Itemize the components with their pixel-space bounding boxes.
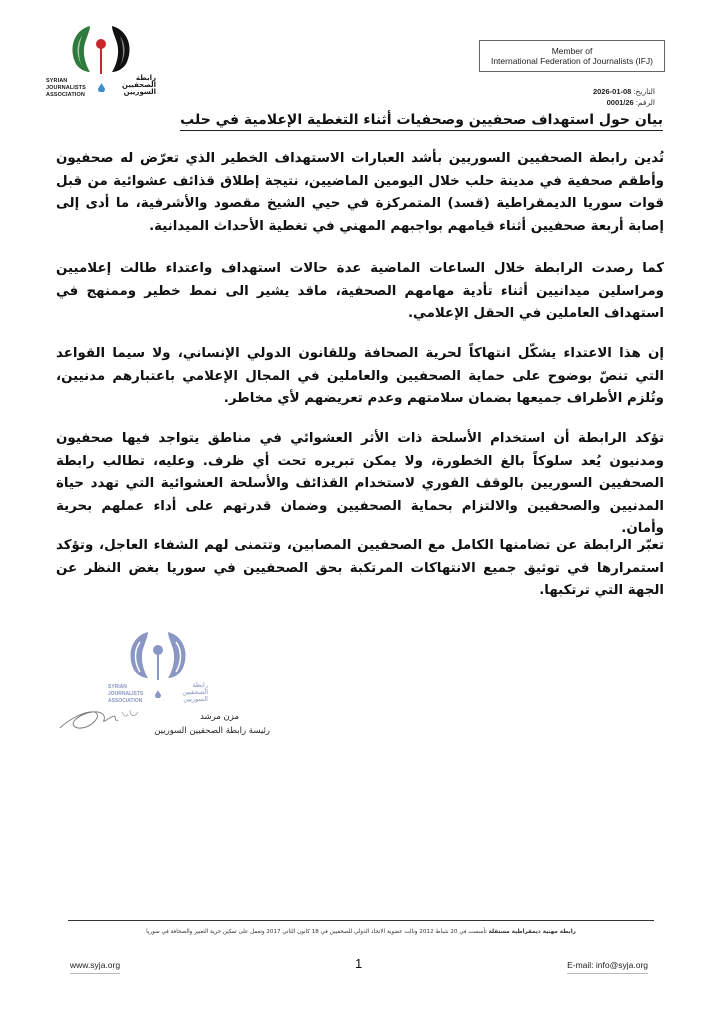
association-stamp <box>108 628 208 708</box>
reference-row <box>593 97 655 108</box>
paragraph-5: تعبّر الرابطة عن تضامنها الكامل مع الصحفيين المصابين، وتتمنى لهم الشفاء العاجل، وتؤكد استمرارها في توثيق جميع الانتهاكات المرتكبة بحق الصحفيين في سوريا بغض النظر عن الجهة التي ترتكبها. <box>56 538 664 598</box>
signatory-name: مزن مرشد <box>200 712 240 722</box>
stamp-quill-wings-icon <box>108 628 208 684</box>
statement-title-text: بيان حول استهداف صحفيين وصحفيات أثناء التغطية الإعلامية في حلب <box>180 112 663 131</box>
paragraph-1: تُدين رابطة الصحفيين السوريين بأشد العبارات الاستهداف الخطير الذي تعرّض له صحفيون وأطقم صحفية في مدينة حلب خلال اليومين الماضيين، نتيجة إطلاق قذائف عشوائية من قبل قوات سوريا الديمقراطية (قسد) المتمركزة في حيي الشيخ مقصود والأشرفية، ما أدى إلى إصابة أربعة صحفيين أثناء قيامهم بواجبهم المهني في تغطية الأحداث الميدانية. <box>56 151 664 234</box>
paragraph-2: كما رصدت الرابطة خلال الساعات الماضية عدة حالات استهداف واعتداء طالت إعلاميين ومراسلين ميدانيين أثناء تأدية مهامهم الصحفية، ماقد يشير الى نمط خطير وممنهج في استهداف العاملين في الحقل الإعلامي. <box>56 261 664 321</box>
stamp-name-arabic: رابطة الصحفيين السوريين <box>182 681 208 703</box>
footer-tagline <box>68 929 654 935</box>
date-label: التاريخ: <box>633 87 655 96</box>
document-meta <box>593 86 655 108</box>
stamp-name-english: SYRIAN JOURNALISTS ASSOCIATION <box>108 684 144 704</box>
email-link[interactable]: E-mail: info@syja.org <box>567 960 648 974</box>
paragraph-3: إن هذا الاعتداء يشكّل انتهاكاً لحرية الصحافة وللقانون الدولي الإنساني، ولا سيما القواعد التي تنصّ بوضوح على حماية الصحفيين والعاملين في المجال الإعلامي باعتبارهم مدنيين، وتُلزم الأطراف جميعها بضمان سلامتهم وعدم تعريضهم لأي مخاطر. <box>56 346 664 406</box>
website-link[interactable]: www.syja.org <box>70 960 120 974</box>
paragraph-4: تؤكد الرابطة أن استخدام الأسلحة ذات الأثر العشوائي في مناطق يتواجد فيها صحفيون ومدنيون يُعد سلوكاً بالغ الخطورة، ولا يمكن تبريره تحت أي ظرف. وعليه، تطالب رابطة الصحفيين السوريين بالوقف الفوري لاستخدام القذائف والأسلحة العشوائية التي تهدد حياة المدنيين والصحفيين والالتزام بحماية الصحفيين وضمان قدرتهم على أداء عملهم بحرية وأمان. <box>56 431 664 536</box>
signatory-title: رئيسة رابطة الصحفيين السوريين <box>154 726 270 736</box>
ifj-membership-box <box>479 40 665 72</box>
footer-tagline-bold: رابطة مهنية ديمقراطية مستقلة <box>488 929 576 935</box>
association-logo <box>46 22 156 98</box>
stamp-ink-drop-icon <box>155 690 161 698</box>
statement-title <box>43 112 663 128</box>
quill-wings-icon <box>46 22 156 78</box>
reference-label: الرقم: <box>635 98 655 107</box>
footer-divider <box>68 920 654 921</box>
reference-value: 0001/26 <box>606 98 634 107</box>
membership-line2: International Federation of Journalists (IFJ) <box>490 56 654 66</box>
ink-drop-icon <box>98 83 105 92</box>
logo-name-english: SYRIAN JOURNALISTS ASSOCIATION <box>46 78 86 98</box>
footer-tagline-rest: تأسست في 20 شباط 2012 ونالت عضوية الاتحاد الدولي للصحفيين في 18 كانون الثاني 2017 وتعمل على تمكين حرية التعبير والصحافة في سوريا <box>146 929 489 935</box>
logo-name-arabic: رابطة الصحفيين السوريين <box>121 74 156 96</box>
date-row <box>593 86 655 97</box>
page-number: 1 <box>355 956 363 971</box>
date-value: 08-01-2026 <box>592 87 632 96</box>
membership-line1: Member of <box>551 46 593 56</box>
